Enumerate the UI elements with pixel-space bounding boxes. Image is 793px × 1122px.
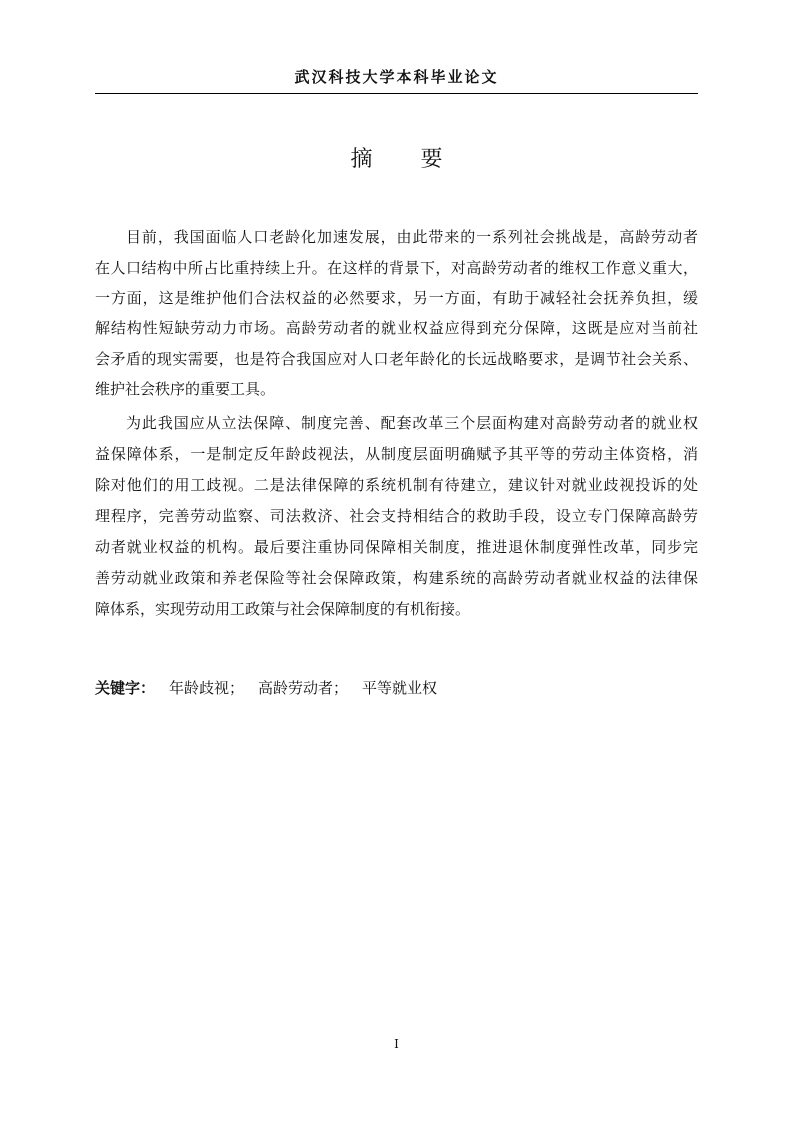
text-line: 维护社会秩序的重要工具。 <box>95 380 276 398</box>
text-line: 善劳动就业政策和养老保险等社会保障政策，构建系统的高龄劳动者就业权益的法律保 <box>95 569 698 587</box>
text-line: 会矛盾的现实需要，也是符合我国应对人口老年龄化的长远战略要求，是调节社会关系、 <box>95 350 698 368</box>
page-title <box>0 142 793 173</box>
text-line: 解结构性短缺劳动力市场。高龄劳动者的就业权益应得到充分保障，这既是应对当前社 <box>95 319 698 337</box>
keyword: 年龄歧视； <box>169 679 245 697</box>
title-char: 要 <box>420 147 443 172</box>
page-number: I <box>394 1037 399 1051</box>
text-line: 一方面，这是维护他们合法权益的必然要求，另一方面，有助于减轻社会抚养负担，缓 <box>95 289 698 307</box>
text-line: 理程序，完善劳动监察、司法救济、社会支持相结合的救助手段，设立专门保障高龄劳 <box>95 507 698 525</box>
keyword: 高龄劳动者； <box>258 679 349 697</box>
header-divider <box>95 93 698 94</box>
text-line: 障体系，实现劳动用工政策与社会保障制度的有机衔接。 <box>95 600 471 618</box>
text-line: 在人口结构中所占比重持续上升。在这样的背景下，对高龄劳动者的维权工作意义重大， <box>95 259 698 277</box>
keywords <box>95 677 451 698</box>
text-line: 益保障体系，一是制定反年龄歧视法，从制度层面明确赋予其平等的劳动主体资格，消 <box>95 445 698 463</box>
running-header: 武汉科技大学本科毕业论文 <box>294 68 499 86</box>
title-char: 摘 <box>350 147 373 172</box>
text-line: 除对他们的用工歧视。二是法律保障的系统机制有待建立，建议针对就业歧视投诉的处 <box>95 476 698 494</box>
text-line: 为此我国应从立法保障、制度完善、配套改革三个层面构建对高龄劳动者的就业权 <box>126 414 698 432</box>
keywords-label: 关键字： <box>95 679 156 697</box>
text-line: 动者就业权益的机构。最后要注重协同保障相关制度，推进退休制度弹性改革，同步完 <box>95 538 698 556</box>
keyword: 平等就业权 <box>362 679 438 697</box>
text-line: 目前，我国面临人口老龄化加速发展，由此带来的一系列社会挑战是，高龄劳动者 <box>126 228 698 246</box>
